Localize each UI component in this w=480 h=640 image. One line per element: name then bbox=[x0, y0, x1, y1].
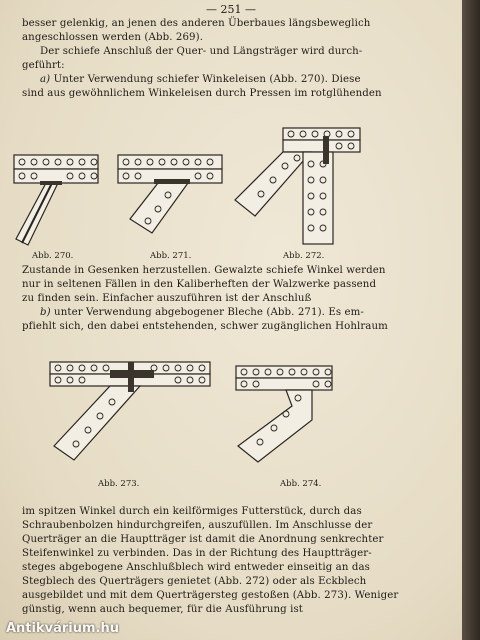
text-line: Steifenwinkel zu verbinden. Das in der Richtung des Hauptträger- bbox=[22, 548, 372, 559]
text-line: pfiehlt sich, den dabei entstehenden, schwer zugänglichen Hohlraum bbox=[22, 321, 388, 332]
book-edge bbox=[462, 0, 480, 640]
figure-270 bbox=[14, 155, 98, 247]
text-line: Zustande in Gesenken herzustellen. Gewalzte schiefe Winkel werden bbox=[22, 265, 386, 276]
text-line bbox=[40, 73, 361, 86]
figure-caption: Abb. 271. bbox=[150, 251, 192, 261]
watermark: Antikvárium.hu bbox=[6, 621, 119, 636]
text-line: geführt: bbox=[22, 60, 65, 71]
text-line: nur in seltenen Fällen in den Kaliberheften der Walzwerke passend bbox=[22, 279, 377, 290]
figure-caption: Abb. 272. bbox=[283, 251, 325, 261]
text-span: Unter Verwendung schiefer Winkeleisen (Abb. 270). Diese bbox=[53, 74, 361, 85]
text-line: zu finden sein. Einfacher auszuführen ist der Anschluß bbox=[22, 293, 312, 304]
figure-272 bbox=[235, 128, 360, 246]
item-label: a) bbox=[40, 74, 51, 85]
text-line: Stegblech des Querträgers genietet (Abb. 272) oder als Eckblech bbox=[22, 576, 367, 587]
figure-caption: Abb. 274. bbox=[280, 479, 322, 489]
text-line bbox=[40, 306, 364, 319]
text-line: Der schiefe Anschluß der Quer- und Längsträger wird durch- bbox=[40, 46, 363, 57]
text-line: günstig, wenn auch bequemer, für die Ausführung ist bbox=[22, 604, 304, 615]
figure-274 bbox=[236, 366, 332, 464]
text-line: angeschlossen werden (Abb. 269). bbox=[22, 32, 204, 43]
page-number: — 251 — bbox=[206, 3, 256, 16]
text-span: unter Verwendung abgebogener Bleche (Abb. 271). Es em- bbox=[54, 307, 364, 318]
figure-273 bbox=[50, 362, 210, 462]
text-line: ausgebildet und mit dem Querträgersteg gestoßen (Abb. 273). Weniger bbox=[22, 590, 399, 601]
text-line: sind aus gewöhnlichem Winkeleisen durch Pressen im rotglühenden bbox=[22, 88, 382, 99]
figure-caption: Abb. 270. bbox=[32, 251, 74, 261]
figure-271 bbox=[118, 155, 222, 235]
text-line: im spitzen Winkel durch ein keilförmiges Futterstück, durch das bbox=[22, 506, 362, 517]
text-line: Schraubenbolzen hindurchgreifen, auszufüllen. Im Anschlusse der bbox=[22, 520, 373, 531]
figure-caption: Abb. 273. bbox=[98, 479, 140, 489]
item-label: b) bbox=[40, 307, 51, 318]
text-line: Querträger an die Hauptträger ist damit die Anordnung senkrechter bbox=[22, 534, 384, 545]
text-line: besser gelenkig, an jenen des anderen Überbaues längsbeweglich bbox=[22, 18, 371, 29]
text-line: steges abgebogene Anschlußblech wird entweder einseitig an das bbox=[22, 562, 370, 573]
